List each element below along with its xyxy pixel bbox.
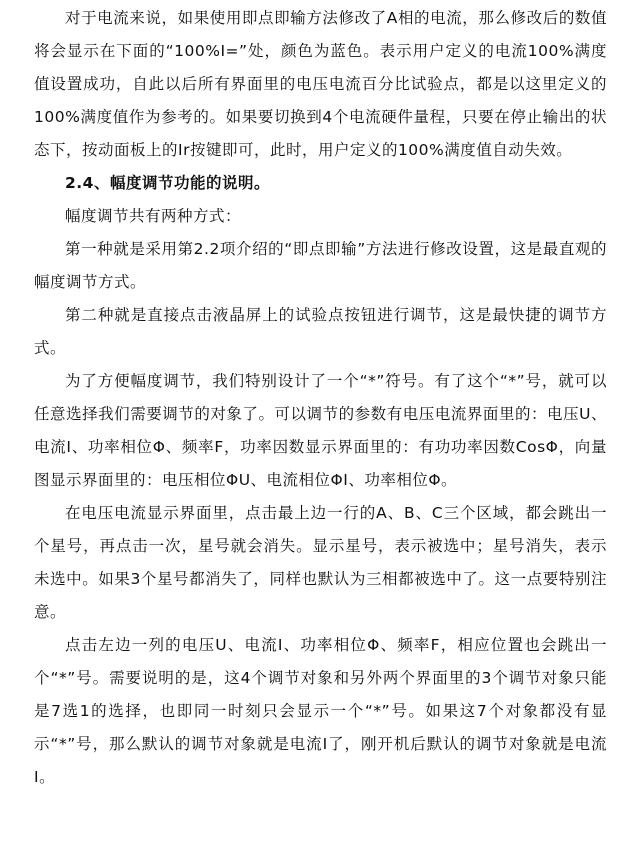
paragraph-method-one: 第一种就是采用第2.2项介绍的“即点即输”方法进行修改设置，这是最直观的幅度调节方式。 <box>34 240 607 291</box>
paragraph-method-two: 第二种就是直接点击液晶屏上的试验点按钮进行调节，这是最快捷的调节方式。 <box>34 306 607 357</box>
paragraph-star-symbol: 为了方便幅度调节，我们特别设计了一个“*”符号。有了这个“*”号，就可以任意选择我们需要调节的对象了。可以调节的参数有电压电流界面里的：电压U、电流I、功率相位Φ、频率F，功率因数显示界面里的：有功功率因数CosΦ，向量图显示界面里的：电压相位ΦU、电流相位ΦI、功率相位Φ。 <box>34 372 607 489</box>
paragraph-current-setting: 对于电流来说，如果使用即点即输方法修改了A相的电流，那么修改后的数值将会显示在下面的“100%I=”处，颜色为蓝色。表示用户定义的电流100%满度值设置成功，自此以后所有界面里的电压电流百分比试验点，都是以这里定义的100%满度值作为参考的。如果要切换到4个电流硬件量程，只要在停止输出的状态下，按动面板上的Ir按键即可，此时，用户定义的100%满度值自动失效。 <box>34 9 607 159</box>
section-heading-2-4: 2.4、幅度调节功能的说明。 <box>65 174 270 192</box>
paragraph-two-methods: 幅度调节共有两种方式： <box>65 207 242 225</box>
paragraph-phase-selection: 在电压电流显示界面里，点击最上边一行的A、B、C三个区域，都会跳出一个星号，再点击一次，星号就会消失。显示星号，表示被选中；星号消失，表示未选中。如果3个星号都消失了，同样也默认为三相都被选中了。这一点要特别注意。 <box>34 504 607 621</box>
paragraph-left-column-selection: 点击左边一列的电压U、电流I、功率相位Φ、频率F，相应位置也会跳出一个“*”号。需要说明的是，这4个调节对象和另外两个界面里的3个调节对象只能是7选1的选择，也即同一时刻只会显示一个“*”号。如果这7个对象都没有显示“*”号，那么默认的调节对象就是电流I了，刚开机后默认的调节对象就是电流I。 <box>34 636 607 786</box>
